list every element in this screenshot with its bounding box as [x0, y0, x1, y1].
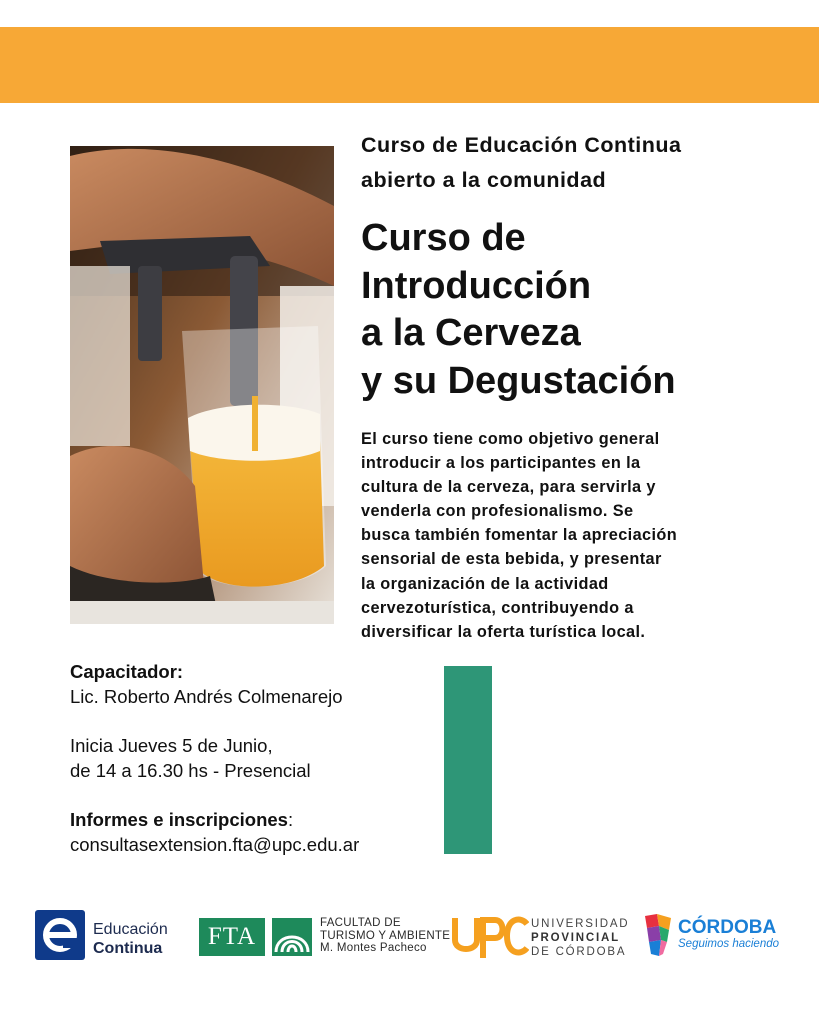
cordoba-logo-text [678, 917, 779, 951]
fta-line-1: FACULTAD DE [320, 917, 401, 929]
description-line: venderla con profesionalismo. Se [361, 502, 634, 521]
course-kicker [361, 128, 781, 198]
schedule-line-2: de 14 a 16.30 hs - Presencial [70, 760, 311, 781]
course-info [70, 659, 430, 857]
upc-line-1: UNIVERSIDAD [531, 918, 630, 930]
title-line-4: y su Degustación [361, 359, 676, 402]
e-letter-icon [35, 910, 85, 960]
trainer-label: Capacitador: [70, 661, 184, 682]
course-title [361, 215, 801, 405]
title-line-1: Curso de [361, 217, 526, 259]
educacion-continua-logo-text [93, 920, 168, 958]
top-orange-band [0, 27, 819, 103]
schedule-line-1: Inicia Jueves 5 de Junio, [70, 735, 273, 756]
kicker-line-1: Curso de Educación Continua [361, 133, 682, 157]
contact-colon: : [287, 809, 294, 830]
description-line: busca también fomentar la apreciación [361, 526, 678, 545]
fta-logo-text [320, 917, 450, 955]
description-line: la organización de la actividad [361, 574, 609, 593]
description-line: cervezoturística, contribuyendo a [361, 598, 634, 617]
contact-label: Informes e inscripciones [70, 809, 288, 830]
description-line: cultura de la cerveza, para servirla y [361, 478, 656, 497]
description-line: introducir a los participantes en la [361, 454, 641, 473]
beer-tap-photo [70, 146, 334, 624]
logos-footer [0, 900, 819, 980]
cordoba-province-map-icon [641, 912, 675, 958]
kicker-line-2: abierto a la comunidad [361, 168, 607, 192]
cordoba-tagline: Seguimos haciendo [678, 938, 780, 950]
ec-line-2: Continua [93, 940, 163, 957]
contact-label-row [70, 807, 430, 832]
fta-logo-box: FTA [199, 918, 265, 956]
upc-logo-icon [451, 914, 529, 960]
beer-photo-illustration [70, 146, 334, 624]
upc-line-3: DE CÓRDOBA [531, 946, 627, 958]
fta-arches-icon [272, 918, 312, 956]
trainer-name: Lic. Roberto Andrés Colmenarejo [70, 686, 343, 707]
description-line: sensorial de esta bebida, y presentar [361, 550, 662, 569]
title-line-3: a la Cerveza [361, 312, 581, 354]
fta-line-3: M. Montes Pacheco [320, 942, 427, 954]
upc-line-2: PROVINCIAL [531, 932, 620, 944]
upc-logo-text [531, 917, 629, 959]
contact-email[interactable]: consultasextension.fta@upc.edu.ar [70, 834, 360, 855]
fta-line-2: TURISMO Y AMBIENTE [320, 929, 451, 942]
title-line-2: Introducción [361, 264, 592, 307]
cordoba-name: CÓRDOBA [678, 917, 777, 938]
description-line: El curso tiene como objetivo general [361, 430, 660, 448]
green-accent-bar [444, 666, 492, 854]
ec-line-1: Educación [93, 921, 168, 938]
description-line: diversificar la oferta turística local. [361, 622, 646, 641]
course-description [361, 427, 781, 644]
